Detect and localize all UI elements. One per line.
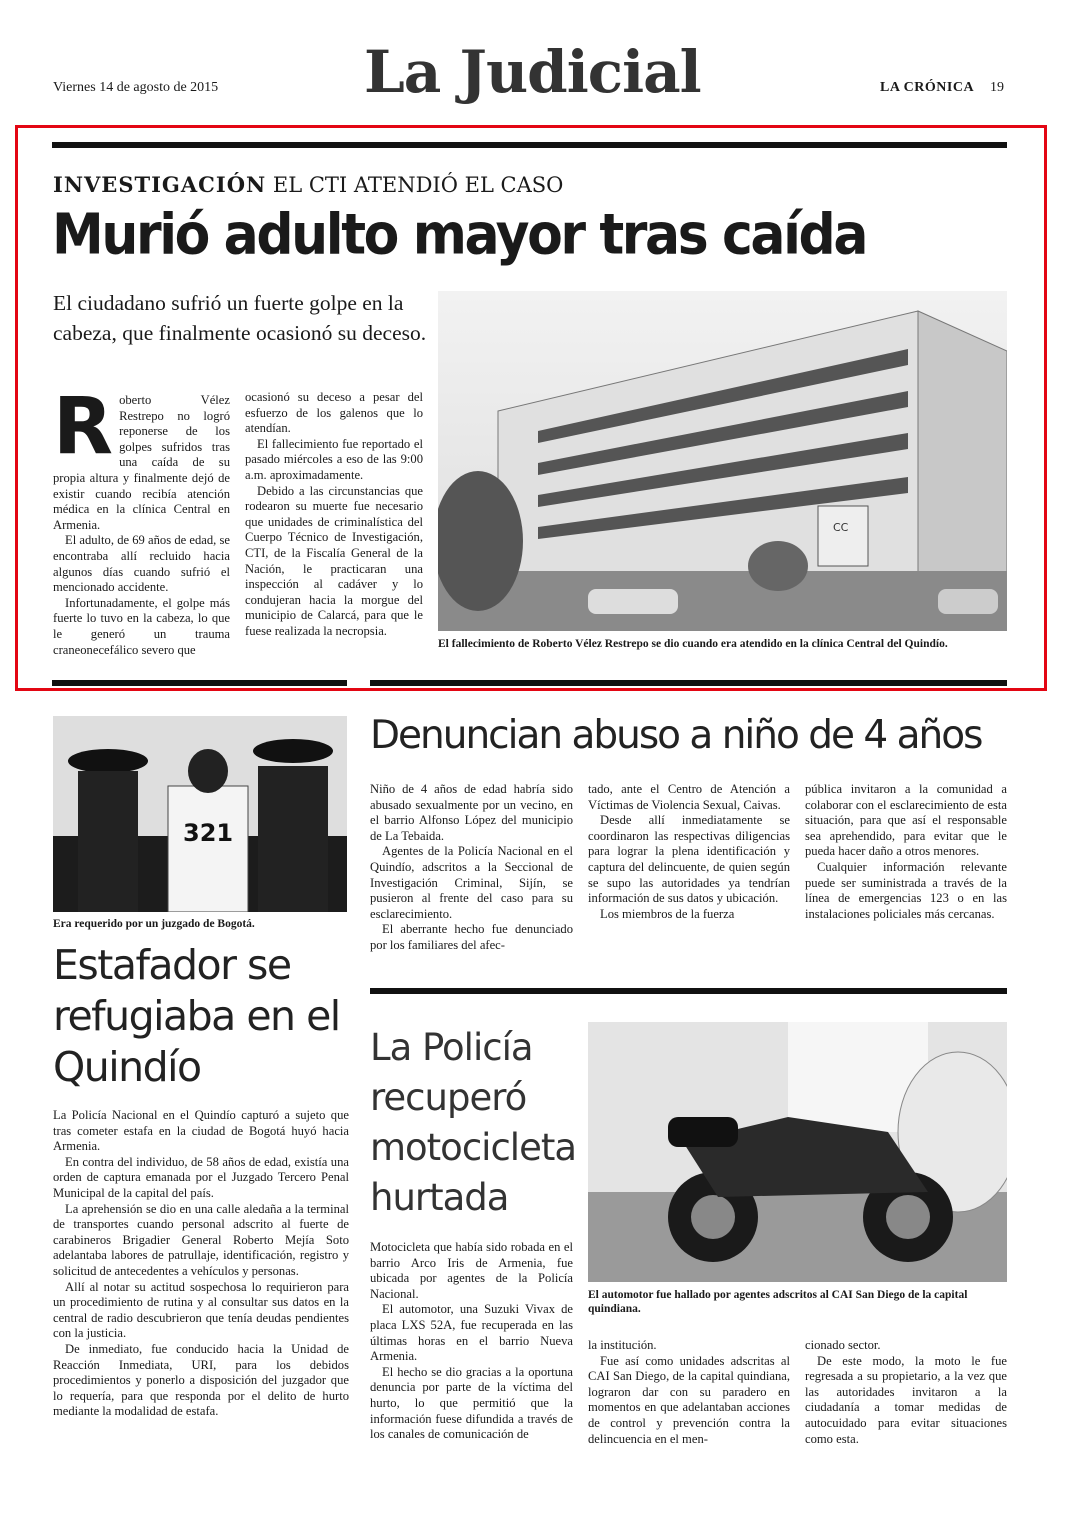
section-rule <box>52 680 347 686</box>
section-rule <box>370 988 1007 994</box>
newspaper-name: LA CRÓNICA <box>880 80 975 95</box>
paragraph: El aberrante hecho fue denunciado por los familiares del afec- <box>370 922 573 952</box>
headline: Estafador se refugiaba en el Quindío <box>53 941 340 1091</box>
paragraph: El hecho se dio gracias a la oportuna denuncia por parte de la víctima del hurto, lo que permitió que la información fuese difundida a través de los canales de comunicación de <box>370 1364 573 1442</box>
paragraph: tado, ante el Centro de Atención a Víctimas de Violencia Sexual, Caivas. <box>588 782 790 812</box>
paragraph: Los miembros de la fuerza <box>600 906 735 921</box>
page-number: 19 <box>990 80 1004 95</box>
paragraph: En contra del individuo, de 58 años de edad, existía una orden de captura emanada por el Juzgado Tercero Penal Municipal de la capital del país. <box>53 1154 349 1200</box>
paragraph: oberto Vélez Restrepo no logró reponerse de los golpes sufridos tras una caída de su propia altura y finalmente dejó de existir cuando recibía atención médica en la clínica Central en Armenia. <box>53 393 230 532</box>
article-column <box>245 390 423 640</box>
paragraph: Niño de 4 años de edad habría sido abusado sexualmente por un vecino, en el barrio Alfonso López del municipio de La Tebaida. <box>370 782 573 843</box>
paragraph: Allí al notar su actitud sospechosa lo requirieron para un procedimiento de rutina y al consultar sus datos en la central de radio descubrieron que tenía deudas pendientes con la justicia. <box>53 1279 349 1341</box>
motorcycle-illustration <box>588 1022 1007 1282</box>
paragraph: El automotor, una Suzuki Vivax de placa LXS 52A, fue recuperada en las últimas horas en el barrio Nueva Armenia. <box>370 1302 573 1364</box>
top-rule <box>52 142 1007 148</box>
paragraph: Motocicleta que había sido robada en el barrio Arco Iris de Armenia, fue ubicada por agentes de la Policía Nacional. <box>370 1240 573 1301</box>
clinic-photo <box>438 291 1007 631</box>
paragraph: De este modo, la moto le fue regresada a su propietario, a la vez que las autoridades invitaron a la ciudadanía a tomar medidas de autocuidado para evitar situaciones como esta. <box>805 1353 1007 1446</box>
article-column <box>805 1338 1007 1447</box>
arrest-photo <box>53 716 347 912</box>
paragraph: El fallecimiento fue reportado el pasado miércoles a eso de las 9:00 a.m. aproximadamente. <box>245 436 423 482</box>
article-column <box>53 382 230 658</box>
arrest-illustration <box>53 716 347 912</box>
article-column <box>370 782 573 954</box>
motorcycle-photo <box>588 1022 1007 1282</box>
dropcap: R <box>53 382 114 472</box>
kicker <box>53 172 563 197</box>
paragraph: Fue así como unidades adscritas al CAI San Diego, de la capital quindiana, lograron dar con su paradero en momentos en que adelantaban acciones de control y prevención contra la delincuencia en el men- <box>588 1353 790 1446</box>
headline-main: Murió adulto mayor tras caída <box>52 202 867 268</box>
photo-caption: Era requerido por un juzgado de Bogotá. <box>53 918 255 930</box>
paragraph: El adulto, de 69 años de edad, se encontraba allí recluido hacia algunos días cuando sufrió el mencionado accidente. <box>53 533 230 595</box>
paragraph: La Policía Nacional en el Quindío capturó a sujeto que tras cometer estafa en la ciudad de Bogotá huyó hacia Armenia. <box>53 1108 349 1154</box>
paragraph: Desde allí inmediatamente se coordinaron las respectivas diligencias para lograr la plena identificación y captura del delincuente, de quien según se supo las autoridades ya tendrían información de sus datos y ubicación. <box>588 813 790 906</box>
issue-date: Viernes 14 de agosto de 2015 <box>53 80 219 95</box>
paragraph: la institución. <box>588 1338 657 1352</box>
article-lead: El ciudadano sufrió un fuerte golpe en la cabeza, que finalmente ocasionó su deceso. <box>53 291 427 345</box>
section-rule <box>370 680 1007 686</box>
paragraph: Debido a las circunstancias que rodearon su muerte fue necesario que unidades de criminalística del Cuerpo Técnico de Investigación, CTI, de la Fiscalía General de la Nación, le practicaran una inspección al cadáver y lo condujeran hacia la morgue del municipio de Calarcá, para que le fuese realizada la necropsia. <box>245 483 423 638</box>
article-body <box>53 1108 349 1420</box>
paragraph: Infortunadamente, el golpe más fuerte lo tuvo en la cabeza, lo que le generó un trauma craneonecefálico severo que <box>53 595 230 657</box>
paragraph: ocasionó su deceso a pesar del esfuerzo de los galenos que lo atendían. <box>245 390 423 436</box>
paragraph: La aprehensión se dio en una calle aledaña a la terminal de transportes cuando personal adscrito al fuerte de carabineros Brigadier General Roberto Mejía Soto adelantaba labores de patrullaje, identificación, registro y solicitud de antecedentes a vehículos y personas. <box>53 1201 349 1278</box>
article-column <box>588 1338 790 1447</box>
jersey-number: 321 <box>183 819 234 847</box>
paragraph: De inmediato, fue conducido hacia la Unidad de Reacción Inmediata, URI, para los debidos procedimientos y ponerlo a disposición del juzgador que lo requería, para que responda por el delito de hurto mediante la modalidad de estafa. <box>53 1341 349 1419</box>
article-column <box>588 782 790 922</box>
article-column <box>370 1240 573 1443</box>
kicker-text: EL CTI ATENDIÓ EL CASO <box>266 173 564 197</box>
photo-caption: El fallecimiento de Roberto Vélez Restrepo se dio cuando era atendido en la clínica Central del Quindío. <box>438 638 948 650</box>
section-title: La Judicial <box>364 38 701 106</box>
paragraph: cionado sector. <box>805 1338 881 1352</box>
article-column <box>805 782 1007 922</box>
photo-caption: El automotor fue hallado por agentes adscritos al CAI San Diego de la capital quindiana. <box>588 1289 968 1315</box>
clinic-sign: CC <box>833 521 849 534</box>
paragraph: pública invitaron a la comunidad a colaborar con el esclarecimiento de esta situación, para que así el responsable sea aprehendido, para evitar que le pueda hacer daño a otros menores. <box>805 782 1007 859</box>
kicker-label: INVESTIGACIÓN <box>53 172 267 197</box>
building-illustration <box>438 291 1007 631</box>
paragraph: Cualquier información relevante puede ser suministrada a través de la línea de emergencias 123 o en las instalaciones policiales más cercanas. <box>805 859 1007 921</box>
headline: Denuncian abuso a niño de 4 años <box>370 713 982 758</box>
paragraph: Agentes de la Policía Nacional en el Quindío, adscritos a la Seccional de Investigación Criminal, Sijín, se pusieron al frente del caso para su esclarecimiento. <box>370 844 573 921</box>
headline: La Policía recuperó motocicleta hurtada <box>370 1026 577 1219</box>
